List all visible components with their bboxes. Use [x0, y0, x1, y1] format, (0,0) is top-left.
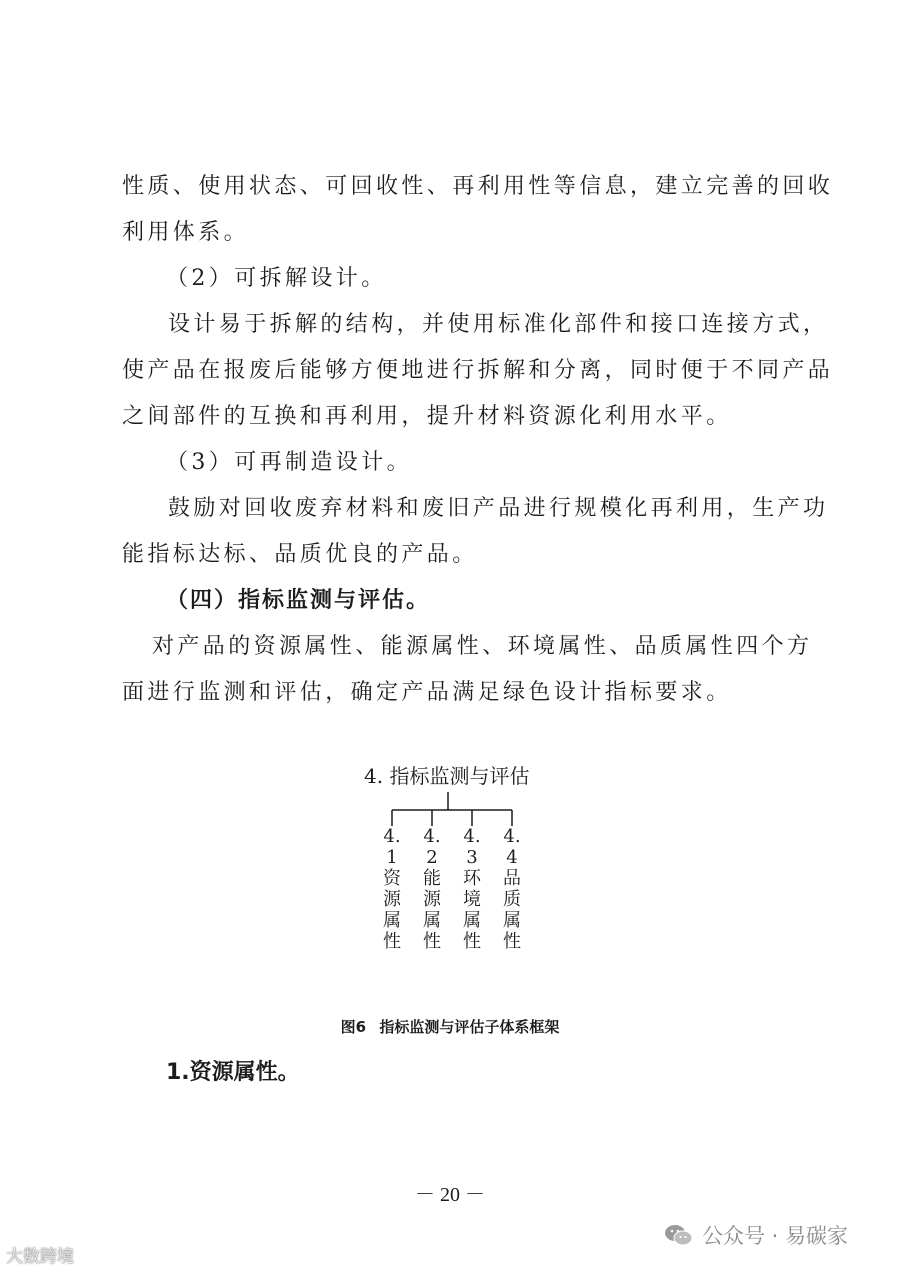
diagram-child-node-environment: 4. 3 环 境 属 性	[463, 826, 481, 952]
diagram-child-node-quality: 4. 4 品 质 属 性	[503, 826, 521, 952]
watermark-right	[664, 1220, 848, 1250]
diagram-child-node-energy: 4. 2 能 源 属 性	[423, 826, 441, 952]
watermark-left-text: 大数跨境	[6, 1246, 74, 1267]
paragraph-line: 之间部件的互换和再利用，提升材料资源化利用水平。	[122, 404, 732, 429]
section-heading: （四）指标监测与评估。	[166, 588, 431, 613]
paragraph-line: 性质、使用状态、可回收性、再利用性等信息，建立完善的回收	[122, 174, 834, 199]
paragraph-line: 设计易于拆解的结构，并使用标准化部件和接口连接方式，	[168, 312, 829, 337]
paragraph-line: 鼓励对回收废弃材料和废旧产品进行规模化再利用，生产功	[168, 496, 829, 521]
paragraph-line: 使产品在报废后能够方便地进行拆解和分离，同时便于不同产品	[122, 358, 834, 383]
diagram-child-node-resource: 4. 1 资 源 属 性	[383, 826, 401, 952]
subheading-line: （3）可再制造设计。	[166, 450, 412, 475]
page-number: － 20 －	[415, 1184, 485, 1206]
diagram-root-node: 4. 指标监测与评估	[364, 764, 530, 788]
subheading-line: （2）可拆解设计。	[166, 266, 387, 291]
paragraph-line: 对产品的资源属性、能源属性、环境属性、品质属性四个方	[152, 634, 813, 659]
paragraph-line: 能指标达标、品质优良的产品。	[122, 542, 478, 567]
wechat-icon	[664, 1223, 694, 1247]
watermark-right-text: 公众号 · 易碳家	[702, 1224, 849, 1248]
paragraph-line: 利用体系。	[122, 220, 250, 245]
subsection-heading: 1.资源属性。	[166, 1060, 300, 1085]
watermark-left	[6, 1242, 74, 1266]
paragraph-line: 面进行监测和评估，确定产品满足绿色设计指标要求。	[122, 680, 732, 705]
figure-caption: 图6 指标监测与评估子体系框架	[340, 1018, 560, 1036]
